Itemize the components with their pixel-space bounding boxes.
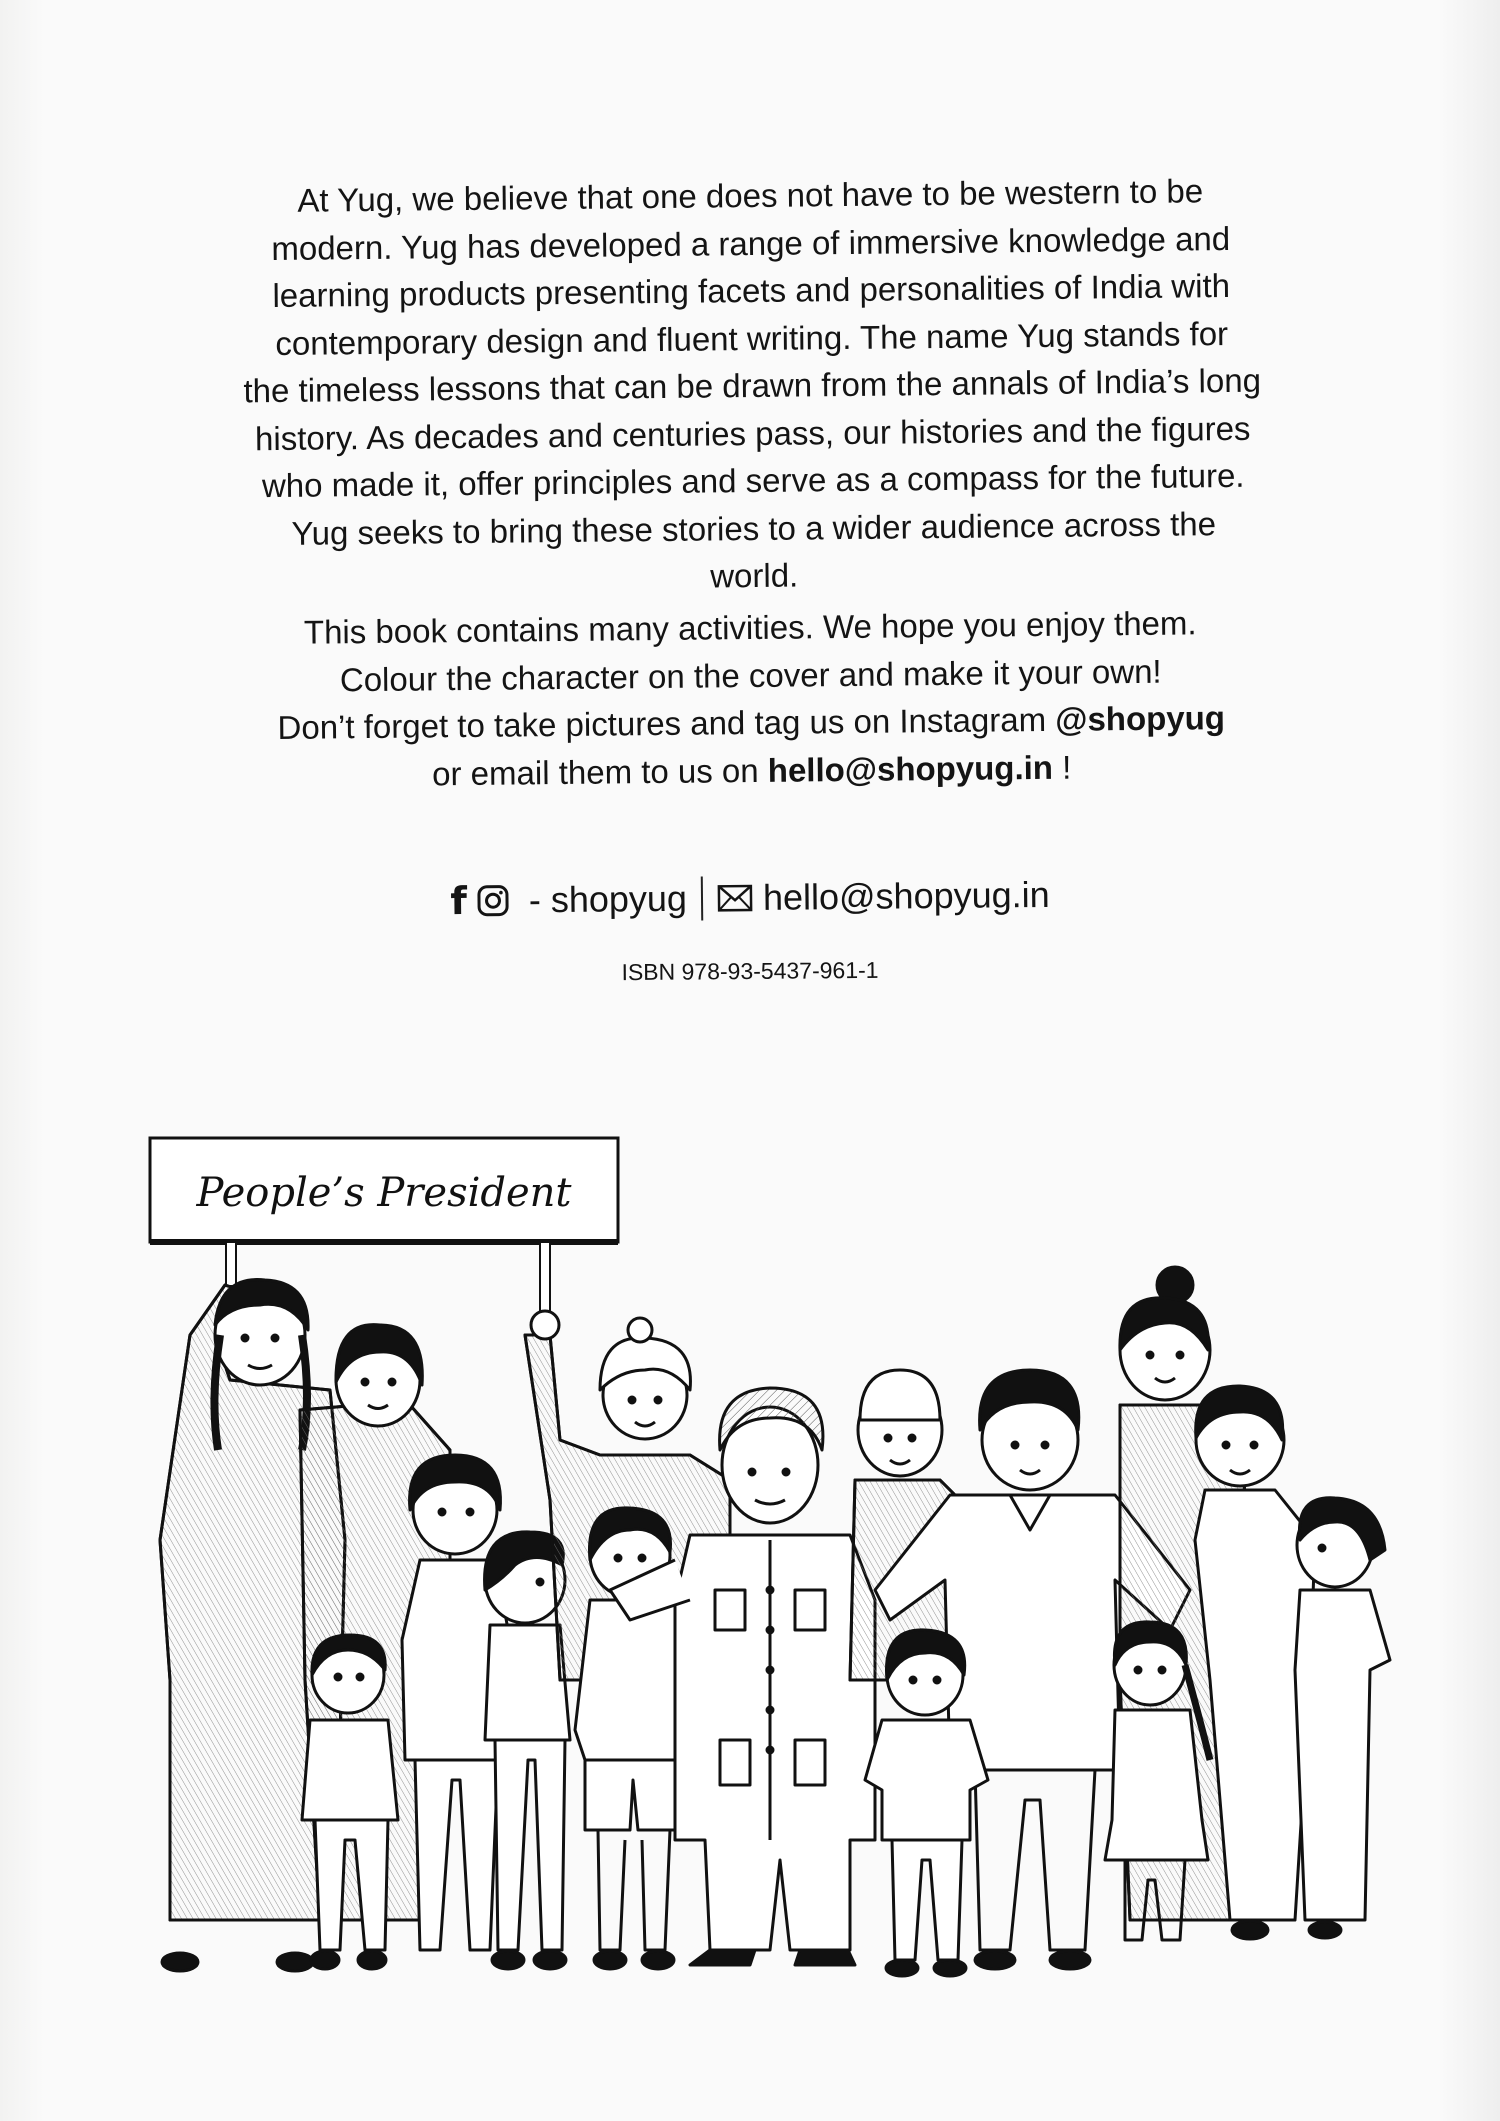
about-line: learning products presenting facets and personalities of India with (272, 266, 1231, 315)
figure-boy-far-right (1295, 1498, 1390, 1938)
contact-email-link[interactable]: hello@shopyug.in (762, 873, 1050, 918)
social-handle: - shopyug (528, 877, 688, 921)
instagram-handle-link[interactable]: @shopyug (1055, 699, 1226, 738)
activities-text: ! (1052, 748, 1072, 786)
about-line: At Yug, we believe that one does not have to be western to be (297, 172, 1204, 219)
divider (701, 876, 703, 920)
activities-text: Don’t forget to take pictures and tag us on Instagram (277, 700, 1056, 746)
email-link[interactable]: hello@shopyug.in (767, 748, 1054, 789)
activities-line: Colour the character on the cover and make it your own! (339, 652, 1162, 698)
about-line: contemporary design and fluent writing. The name Yug stands for (275, 314, 1229, 362)
activities-line: This book contains many activities. We hope you enjoy them. (303, 604, 1197, 651)
sign-text: People’s President (196, 1170, 572, 1216)
activities-paragraph (240, 599, 1262, 800)
about-paragraph (240, 167, 1264, 605)
activities-text: or email them to us on (431, 751, 768, 792)
crowd-illustration (130, 1120, 1430, 1980)
instagram-icon[interactable] (477, 885, 509, 917)
about-line: Yug seeks to bring these stories to a wider audience across the world. (291, 504, 1217, 595)
about-line: history. As decades and centuries pass, our histories and the figures (254, 409, 1251, 457)
contact-line (300, 871, 1200, 924)
facebook-icon[interactable]: f (450, 878, 468, 924)
about-line: who made it, offer principles and serve as a compass for the future. (261, 456, 1245, 505)
about-line: modern. Yug has developed a range of immersive knowledge and (271, 219, 1231, 267)
about-line: the timeless lessons that can be drawn from the annals of India’s long (243, 361, 1262, 410)
mail-icon (717, 884, 753, 912)
isbn: ISBN 978-93-5437-961-1 (621, 956, 879, 986)
